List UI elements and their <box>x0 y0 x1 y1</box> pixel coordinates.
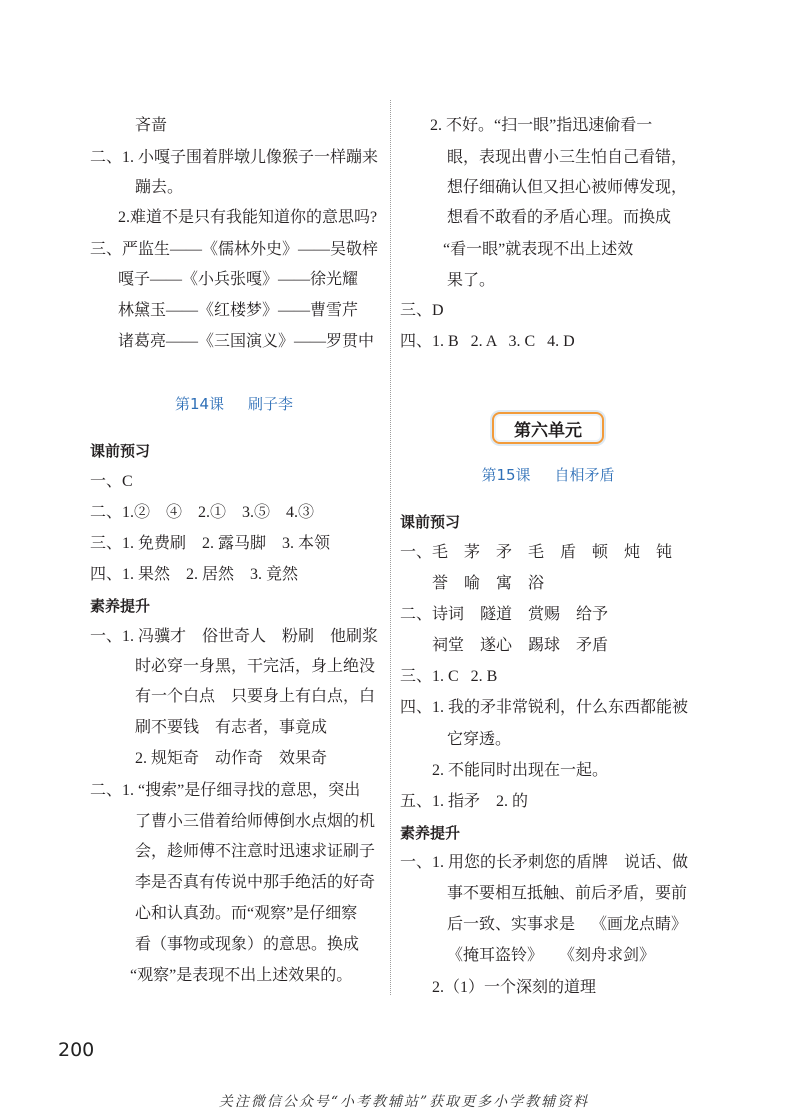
lesson-14-improvement-answer: 二、1. “搜索”是仔细寻找的意思，突出 <box>90 782 361 799</box>
lesson-15-title: 自相矛盾 <box>554 466 615 484</box>
unit-badge <box>492 412 604 444</box>
lesson-15-preview-answer: 它穿透。 <box>447 731 512 748</box>
lesson-15-improvement-heading: 素养提升 <box>400 824 461 842</box>
carryover-answer-line: 二、1. 小嘎子围着胖墩儿像猴子一样蹦来 <box>90 149 379 166</box>
lesson-14-improvement-answer: 2. 规矩奇 动作奇 效果奇 <box>135 750 328 767</box>
lesson-14-heading <box>90 394 378 414</box>
lesson-14-preview-heading: 课前预习 <box>90 442 151 460</box>
lesson-14-improvement-answer: 一、1. 冯骥才 俗世奇人 粉刷 他刷浆 <box>90 628 379 645</box>
carryover-answer-line: 吝啬 <box>135 117 168 134</box>
lesson-14-improvement-answer: 看（事物或现象）的意思。换成 <box>135 936 360 953</box>
column-divider <box>390 100 391 995</box>
lesson-14-improvement-answer: 会，趁师傅不注意时迅速求证刷子 <box>135 843 376 860</box>
lesson-15-improvement-answer: 一、1. 用您的长矛刺您的盾牌 说话、做 <box>400 854 689 871</box>
lesson-15-number: 第15课 <box>481 466 531 484</box>
lesson-14-preview-answer: 一、C <box>90 473 133 490</box>
lesson-14-preview-answer: 三、1. 免费刷 2. 露马脚 3. 本领 <box>90 535 331 552</box>
lesson-14-improvement-answer: 了曹小三借着给师傅倒水点烟的机 <box>135 813 376 830</box>
carryover-answer-line: 三、严监生——《儒林外史》——吴敬梓 <box>90 241 379 258</box>
lesson-15-heading <box>400 465 696 485</box>
lesson-15-preview-answer: 五、1. 指矛 2. 的 <box>400 793 529 810</box>
lesson-14-improvement-answer: 有一个白点 只要身上有白点，白 <box>135 688 376 705</box>
carryover-answer-line: 蹦去。 <box>135 179 184 196</box>
lesson-15-improvement-answer: 后一致、实事求是 《画龙点睛》 <box>447 916 688 933</box>
lesson-14-preview-answer: 四、1. 果然 2. 居然 3. 竟然 <box>90 566 299 583</box>
lesson-14-improvement-answer: 时必穿一身黑，干完活，身上绝没 <box>135 658 376 675</box>
carryover-answer-line: “看一眼”就表现不出上述效 <box>443 241 634 258</box>
lesson-14-title: 刷子李 <box>248 395 294 413</box>
lesson-15-preview-answer: 二、诗词 隧道 赏赐 给予 <box>400 606 609 623</box>
carryover-answer-line: 嘎子——《小兵张嘎》——徐光耀 <box>118 271 359 288</box>
lesson-15-preview-answer: 四、1. 我的矛非常锐利，什么东西都能被 <box>400 699 689 716</box>
lesson-15-preview-answer: 祠堂 遂心 踢球 矛盾 <box>432 637 609 654</box>
lesson-14-improvement-answer: 刷不要钱 有志者，事竟成 <box>135 719 328 736</box>
lesson-14-number: 第14课 <box>174 395 225 413</box>
carryover-answer-line: 想看不敢看的矛盾心理。而换成 <box>447 209 672 226</box>
lesson-15-preview-answer: 三、1. C 2. B <box>400 668 498 685</box>
lesson-15-improvement-answer: 《掩耳盗铃》 《刻舟求剑》 <box>447 947 656 964</box>
lesson-14-improvement-heading: 素养提升 <box>90 597 151 615</box>
carryover-answer-line: 想仔细确认但又担心被师傅发现， <box>447 179 688 196</box>
unit-badge-label: 第六单元 <box>514 420 582 441</box>
lesson-15-improvement-answer: 事不要相互抵触、前后矛盾，要前 <box>447 885 688 902</box>
carryover-answer-line: 三、D <box>400 302 444 319</box>
lesson-14-preview-answer: 二、1.② ④ 2.① 3.⑤ 4.③ <box>90 504 315 521</box>
carryover-answer-line: 林黛玉——《红楼梦》——曹雪芹 <box>118 302 359 319</box>
lesson-15-preview-answer: 誉 喻 寓 浴 <box>432 575 545 592</box>
carryover-answer-line: 2. 不好。“扫一眼”指迅速偷看一 <box>430 117 653 134</box>
carryover-answer-line: 四、1. B 2. A 3. C 4. D <box>400 333 575 350</box>
lesson-14-improvement-answer: “观察”是表现不出上述效果的。 <box>130 967 353 984</box>
carryover-answer-line: 2.难道不是只有我能知道你的意思吗? <box>118 209 378 226</box>
lesson-15-preview-answer: 2. 不能同时出现在一起。 <box>432 762 609 779</box>
footer-note: 关注微信公众号“小考教辅站”获取更多小学教辅资料 <box>218 1094 590 1110</box>
lesson-15-preview-heading: 课前预习 <box>400 513 461 531</box>
carryover-answer-line: 眼，表现出曹小三生怕自己看错， <box>447 149 688 166</box>
carryover-answer-line: 果了。 <box>447 272 496 289</box>
lesson-14-improvement-answer: 李是否真有传说中那手绝活的好奇 <box>135 874 376 891</box>
page-number: 200 <box>58 1039 95 1061</box>
carryover-answer-line: 诸葛亮——《三国演义》——罗贯中 <box>118 333 375 350</box>
lesson-14-improvement-answer: 心和认真劲。而“观察”是仔细察 <box>135 905 358 922</box>
lesson-15-improvement-answer: 2.（1）一个深刻的道理 <box>432 979 597 996</box>
lesson-15-preview-answer: 一、毛 茅 矛 毛 盾 顿 炖 钝 <box>400 544 673 561</box>
